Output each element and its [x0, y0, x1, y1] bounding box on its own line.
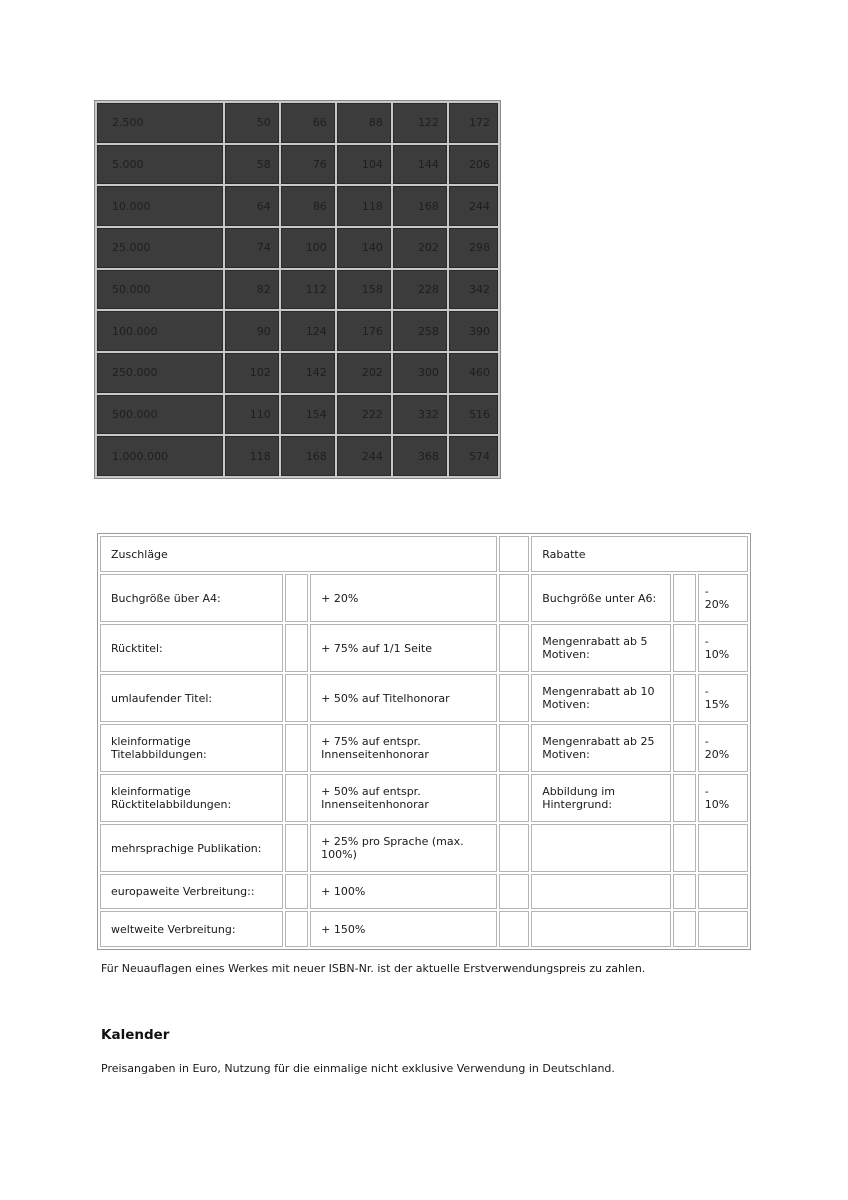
spacer-cell: [499, 574, 530, 622]
price-cell: 140: [337, 228, 391, 268]
spacer-cell: [285, 574, 308, 622]
discount-value: - 20%: [698, 574, 748, 622]
discounts-header: Rabatte: [531, 536, 748, 572]
spacer-cell: [499, 874, 530, 909]
price-cell: 124: [281, 311, 335, 351]
price-cell: 516: [449, 395, 498, 435]
price-row: [97, 186, 498, 226]
price-row-quantity: 500.000: [97, 395, 223, 435]
price-row-quantity: 100.000: [97, 311, 223, 351]
discount-value: - 10%: [698, 624, 748, 672]
spacer-cell: [499, 724, 530, 772]
price-cell: 258: [393, 311, 447, 351]
discount-label: Mengenrabatt ab 5 Motiven:: [531, 624, 671, 672]
surcharges-header: Zuschläge: [100, 536, 497, 572]
price-cell: 460: [449, 353, 498, 393]
fee-row: [100, 674, 748, 722]
surcharge-value: + 100%: [310, 874, 497, 909]
price-row: [97, 103, 498, 143]
price-cell: 122: [393, 103, 447, 143]
price-row-quantity: 25.000: [97, 228, 223, 268]
discount-value: - 10%: [698, 774, 748, 822]
surcharge-value: + 50% auf entspr. Innenseitenhonorar: [310, 774, 497, 822]
spacer-cell: [673, 574, 696, 622]
spacer-cell: [285, 724, 308, 772]
price-cell: 228: [393, 270, 447, 310]
price-cell: 118: [337, 186, 391, 226]
price-cell: 202: [337, 353, 391, 393]
surcharge-discount-table: [97, 533, 751, 950]
price-cell: 102: [225, 353, 279, 393]
price-row-quantity: 10.000: [97, 186, 223, 226]
price-cell: 298: [449, 228, 498, 268]
price-row-quantity: 1.000.000: [97, 436, 223, 476]
surcharge-label: kleinformatige Rücktitelabbildungen:: [100, 774, 283, 822]
price-cell: 168: [281, 436, 335, 476]
surcharge-value: + 50% auf Titelhonorar: [310, 674, 497, 722]
fee-row: [100, 874, 748, 909]
fee-row: [100, 574, 748, 622]
price-cell: 144: [393, 145, 447, 185]
spacer-cell: [673, 624, 696, 672]
discount-value: [698, 911, 748, 947]
price-cell: 76: [281, 145, 335, 185]
surcharge-label: mehrsprachige Publikation:: [100, 824, 283, 872]
price-cell: 172: [449, 103, 498, 143]
discount-value: [698, 824, 748, 872]
price-cell: 222: [337, 395, 391, 435]
discount-label: Abbildung im Hintergrund:: [531, 774, 671, 822]
discount-label: [531, 874, 671, 909]
fee-row: [100, 724, 748, 772]
price-cell: 118: [225, 436, 279, 476]
price-cell: 574: [449, 436, 498, 476]
price-table: [94, 100, 501, 479]
surcharge-label: weltweite Verbreitung:: [100, 911, 283, 947]
price-cell: 158: [337, 270, 391, 310]
spacer-cell: [285, 874, 308, 909]
surcharge-value: + 20%: [310, 574, 497, 622]
discount-label: [531, 911, 671, 947]
surcharge-value: + 75% auf entspr. Innenseitenhonorar: [310, 724, 497, 772]
fee-row: [100, 624, 748, 672]
spacer-cell: [673, 824, 696, 872]
price-cell: 66: [281, 103, 335, 143]
price-cell: 104: [337, 145, 391, 185]
spacer-cell: [285, 824, 308, 872]
fee-table-body: [100, 536, 748, 947]
spacer-cell: [673, 874, 696, 909]
fee-row: [100, 774, 748, 822]
price-row: [97, 311, 498, 351]
fee-row: [100, 911, 748, 947]
price-row-quantity: 5.000: [97, 145, 223, 185]
spacer-cell: [673, 674, 696, 722]
discount-value: - 15%: [698, 674, 748, 722]
discount-label: Mengenrabatt ab 10 Motiven:: [531, 674, 671, 722]
price-cell: 342: [449, 270, 498, 310]
fee-row: [100, 824, 748, 872]
discount-label: Mengenrabatt ab 25 Motiven:: [531, 724, 671, 772]
section-heading-kalender: Kalender: [101, 1027, 170, 1043]
price-row: [97, 228, 498, 268]
price-cell: 86: [281, 186, 335, 226]
surcharge-label: europaweite Verbreitung::: [100, 874, 283, 909]
discount-value: [698, 874, 748, 909]
price-cell: 154: [281, 395, 335, 435]
surcharge-label: kleinformatige Titelabbildungen:: [100, 724, 283, 772]
price-row-quantity: 50.000: [97, 270, 223, 310]
price-row: [97, 270, 498, 310]
price-cell: 332: [393, 395, 447, 435]
spacer-cell: [285, 911, 308, 947]
surcharge-value: + 75% auf 1/1 Seite: [310, 624, 497, 672]
price-cell: 64: [225, 186, 279, 226]
spacer-cell: [673, 911, 696, 947]
surcharge-value: + 25% pro Sprache (max. 100%): [310, 824, 497, 872]
spacer-cell: [499, 624, 530, 672]
spacer-cell: [499, 774, 530, 822]
price-cell: 202: [393, 228, 447, 268]
surcharge-value: + 150%: [310, 911, 497, 947]
spacer-cell: [499, 824, 530, 872]
price-cell: 368: [393, 436, 447, 476]
price-cell: 300: [393, 353, 447, 393]
discount-label: Buchgröße unter A6:: [531, 574, 671, 622]
spacer-cell: [673, 724, 696, 772]
spacer-cell: [499, 911, 530, 947]
price-cell: 176: [337, 311, 391, 351]
price-cell: 206: [449, 145, 498, 185]
price-cell: 244: [449, 186, 498, 226]
price-cell: 90: [225, 311, 279, 351]
price-cell: 142: [281, 353, 335, 393]
discount-label: [531, 824, 671, 872]
price-row-quantity: 250.000: [97, 353, 223, 393]
price-cell: 88: [337, 103, 391, 143]
surcharge-label: umlaufender Titel:: [100, 674, 283, 722]
price-row-quantity: 2.500: [97, 103, 223, 143]
spacer-cell: [285, 674, 308, 722]
price-cell: 74: [225, 228, 279, 268]
spacer-cell: [499, 536, 530, 572]
price-cell: 58: [225, 145, 279, 185]
spacer-cell: [285, 624, 308, 672]
price-cell: 244: [337, 436, 391, 476]
price-cell: 82: [225, 270, 279, 310]
surcharge-label: Rücktitel:: [100, 624, 283, 672]
price-cell: 110: [225, 395, 279, 435]
reprint-note: Für Neuauflagen eines Werkes mit neuer ISBN-Nr. ist der aktuelle Erstverwendungspreis zu zahlen.: [101, 962, 646, 975]
price-table-body: [97, 103, 498, 476]
price-cell: 390: [449, 311, 498, 351]
fee-table-header-row: [100, 536, 748, 572]
price-row: [97, 395, 498, 435]
price-cell: 168: [393, 186, 447, 226]
kalender-description: Preisangaben in Euro, Nutzung für die einmalige nicht exklusive Verwendung in Deutschland.: [101, 1062, 615, 1075]
price-row: [97, 353, 498, 393]
price-cell: 50: [225, 103, 279, 143]
surcharge-label: Buchgröße über A4:: [100, 574, 283, 622]
price-cell: 100: [281, 228, 335, 268]
price-row: [97, 145, 498, 185]
price-cell: 112: [281, 270, 335, 310]
spacer-cell: [673, 774, 696, 822]
discount-value: - 20%: [698, 724, 748, 772]
spacer-cell: [499, 674, 530, 722]
price-row: [97, 436, 498, 476]
spacer-cell: [285, 774, 308, 822]
